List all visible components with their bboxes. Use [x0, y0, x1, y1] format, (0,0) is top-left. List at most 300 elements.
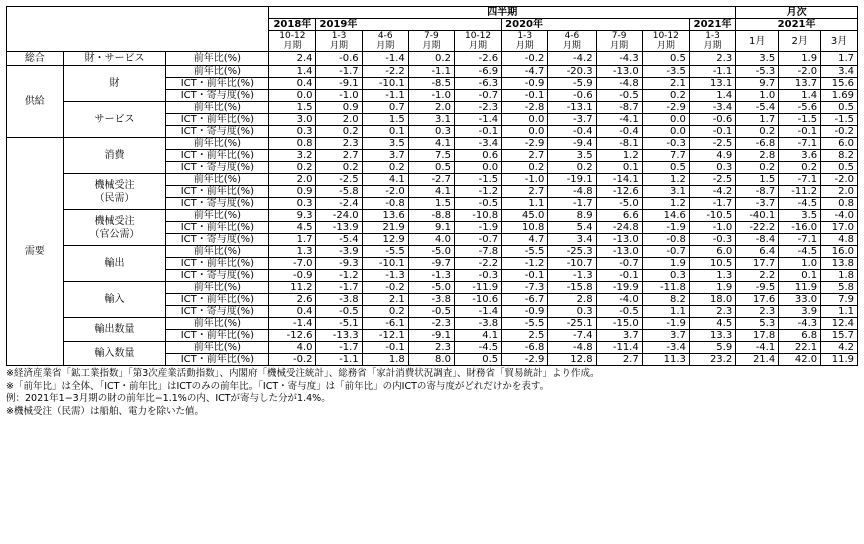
value-cell: -4.5	[779, 246, 821, 258]
value-cell: -22.2	[736, 222, 779, 234]
value-cell: 33.0	[779, 294, 821, 306]
value-cell: 4.5	[269, 222, 316, 234]
value-cell: -13.0	[596, 234, 642, 246]
value-cell: 4.1	[408, 186, 454, 198]
value-cell: 5.8	[821, 282, 858, 294]
value-cell: -0.6	[548, 90, 596, 102]
value-cell: -10.5	[689, 210, 735, 222]
value-cell: -4.1	[596, 114, 642, 126]
month-label: 2月	[779, 31, 821, 52]
value-cell: 3.6	[779, 150, 821, 162]
value-cell: -6.9	[454, 66, 501, 78]
value-cell: 2.7	[502, 186, 548, 198]
value-cell: -9.1	[408, 330, 454, 342]
value-cell: 4.2	[821, 342, 858, 354]
value-cell: 2.4	[269, 52, 316, 66]
value-cell: -2.5	[316, 174, 362, 186]
value-cell: 0.6	[454, 150, 501, 162]
value-cell: -2.5	[689, 174, 735, 186]
subcategory-cell: 輸出数量	[63, 318, 166, 342]
metric-cell: ICT・前年比(%)	[166, 354, 269, 366]
value-cell: -0.7	[596, 258, 642, 270]
footnotes	[6, 368, 858, 418]
table-row	[7, 318, 858, 330]
value-cell: -0.3	[642, 138, 689, 150]
value-cell: 18.0	[689, 294, 735, 306]
value-cell: 23.2	[689, 354, 735, 366]
value-cell: 3.9	[779, 306, 821, 318]
value-cell: -5.8	[316, 186, 362, 198]
value-cell: -1.0	[502, 174, 548, 186]
value-cell: 11.2	[269, 282, 316, 294]
value-cell: -9.5	[736, 282, 779, 294]
value-cell: -5.5	[362, 246, 408, 258]
value-cell: -8.7	[736, 186, 779, 198]
value-cell: 0.7	[362, 102, 408, 114]
value-cell: -2.0	[779, 66, 821, 78]
table-row	[7, 210, 858, 222]
value-cell: 11.3	[642, 354, 689, 366]
metric-cell: ICT・寄与度(%)	[166, 126, 269, 138]
value-cell: -1.2	[316, 270, 362, 282]
value-cell: -5.4	[736, 102, 779, 114]
metric-cell: 前年比(%)	[166, 318, 269, 330]
value-cell: -5.9	[548, 78, 596, 90]
value-cell: -4.2	[689, 186, 735, 198]
value-cell: 4.1	[408, 138, 454, 150]
value-cell: -1.4	[362, 52, 408, 66]
metric-cell: ICT・前年比(%)	[166, 186, 269, 198]
value-cell: 1.8	[362, 354, 408, 366]
value-cell: -0.1	[362, 342, 408, 354]
value-cell: -20.3	[548, 66, 596, 78]
value-cell: -13.0	[596, 66, 642, 78]
quarter-label: 4-6 月期	[548, 31, 596, 52]
value-cell: 17.8	[736, 330, 779, 342]
value-cell: -1.5	[454, 174, 501, 186]
value-cell: -1.3	[408, 270, 454, 282]
value-cell: -3.8	[408, 294, 454, 306]
value-cell: 0.3	[269, 126, 316, 138]
value-cell: 1.7	[736, 114, 779, 126]
subcategory-cell: サービス	[63, 102, 166, 138]
value-cell: -5.0	[596, 198, 642, 210]
value-cell: 3.7	[642, 330, 689, 342]
value-cell: -1.9	[642, 222, 689, 234]
value-cell: -8.7	[596, 102, 642, 114]
value-cell: -4.2	[548, 52, 596, 66]
value-cell: -25.1	[548, 318, 596, 330]
value-cell: -2.9	[502, 354, 548, 366]
value-cell: 1.1	[502, 198, 548, 210]
value-cell: -2.2	[454, 258, 501, 270]
value-cell: 1.2	[642, 198, 689, 210]
value-cell: 4.7	[502, 234, 548, 246]
value-cell: 1.0	[736, 90, 779, 102]
value-cell: -6.8	[502, 342, 548, 354]
value-cell: 21.9	[362, 222, 408, 234]
value-cell: -0.5	[596, 90, 642, 102]
value-cell: 3.1	[642, 186, 689, 198]
category-cell: 供給	[7, 66, 64, 138]
value-cell: 2.3	[736, 306, 779, 318]
value-cell: -1.4	[454, 114, 501, 126]
value-cell: -5.0	[408, 246, 454, 258]
header-blank	[7, 7, 269, 52]
value-cell: 0.0	[269, 90, 316, 102]
value-cell: -2.3	[454, 102, 501, 114]
value-cell: 2.0	[269, 174, 316, 186]
value-cell: 15.7	[821, 330, 858, 342]
value-cell: -1.1	[689, 66, 735, 78]
value-cell: 0.8	[269, 138, 316, 150]
value-cell: 0.3	[269, 198, 316, 210]
category-cell: 総合	[7, 52, 64, 66]
value-cell: 4.1	[362, 174, 408, 186]
value-cell: -3.4	[454, 138, 501, 150]
value-cell: 17.7	[736, 258, 779, 270]
value-cell: -0.1	[502, 270, 548, 282]
value-cell: -7.3	[502, 282, 548, 294]
subcategory-cell: 機械受注 （官公需）	[63, 210, 166, 246]
value-cell: -24.8	[596, 222, 642, 234]
value-cell: 7.5	[408, 150, 454, 162]
value-cell: -14.1	[596, 174, 642, 186]
value-cell: 45.0	[502, 210, 548, 222]
quarter-label: 4-6 月期	[362, 31, 408, 52]
year-2021-quarter: 2021年	[689, 19, 735, 31]
value-cell: 1.3	[689, 270, 735, 282]
value-cell: 0.2	[502, 162, 548, 174]
value-cell: 13.1	[689, 78, 735, 90]
value-cell: -8.5	[408, 78, 454, 90]
metric-cell: ICT・寄与度(%)	[166, 306, 269, 318]
metric-cell: 前年比(%)	[166, 138, 269, 150]
value-cell: -6.8	[736, 138, 779, 150]
value-cell: -3.7	[736, 198, 779, 210]
value-cell: -5.4	[316, 234, 362, 246]
value-cell: 1.1	[821, 306, 858, 318]
value-cell: 1.8	[821, 270, 858, 282]
value-cell: 10.8	[502, 222, 548, 234]
value-cell: -11.9	[454, 282, 501, 294]
metric-cell: ICT・寄与度(%)	[166, 90, 269, 102]
subcategory-cell: 輸入	[63, 282, 166, 318]
value-cell: 7.7	[642, 150, 689, 162]
value-cell: -3.9	[316, 246, 362, 258]
value-cell: 8.2	[642, 294, 689, 306]
metric-cell: ICT・寄与度(%)	[166, 198, 269, 210]
value-cell: 0.5	[408, 162, 454, 174]
value-cell: 6.0	[821, 138, 858, 150]
value-cell: 13.7	[779, 78, 821, 90]
value-cell: -7.1	[779, 138, 821, 150]
metric-cell: 前年比(%)	[166, 246, 269, 258]
value-cell: -1.9	[642, 318, 689, 330]
metric-cell: ICT・寄与度(%)	[166, 234, 269, 246]
metric-cell: 前年比(%)	[166, 210, 269, 222]
value-cell: -10.8	[454, 210, 501, 222]
value-cell: 0.8	[821, 198, 858, 210]
value-cell: 1.4	[689, 90, 735, 102]
metric-cell: ICT・前年比(%)	[166, 114, 269, 126]
value-cell: 3.2	[269, 150, 316, 162]
value-cell: -12.6	[596, 186, 642, 198]
value-cell: -0.8	[642, 234, 689, 246]
value-cell: -0.1	[502, 90, 548, 102]
value-cell: -0.7	[454, 234, 501, 246]
value-cell: 3.5	[362, 138, 408, 150]
value-cell: 0.5	[454, 354, 501, 366]
value-cell: 6.8	[779, 330, 821, 342]
value-cell: -0.3	[689, 234, 735, 246]
value-cell: 4.8	[821, 234, 858, 246]
value-cell: 0.4	[269, 306, 316, 318]
value-cell: -13.1	[548, 102, 596, 114]
value-cell: 9.7	[736, 78, 779, 90]
value-cell: -0.5	[596, 306, 642, 318]
value-cell: 4.5	[689, 318, 735, 330]
quarter-label: 10-12 月期	[269, 31, 316, 52]
value-cell: 1.9	[689, 282, 735, 294]
value-cell: 0.2	[316, 126, 362, 138]
value-cell: 1.1	[642, 306, 689, 318]
value-cell: 12.9	[362, 234, 408, 246]
table-row	[7, 52, 858, 66]
value-cell: 1.4	[779, 90, 821, 102]
year-2019: 2019年	[316, 19, 502, 31]
value-cell: 11.9	[779, 282, 821, 294]
value-cell: -1.7	[316, 342, 362, 354]
stats-table-container	[6, 6, 858, 418]
subcategory-cell: 消費	[63, 138, 166, 174]
value-cell: -1.7	[316, 282, 362, 294]
value-cell: -2.0	[362, 186, 408, 198]
value-cell: 0.3	[642, 270, 689, 282]
value-cell: 12.8	[548, 354, 596, 366]
value-cell: -1.2	[454, 186, 501, 198]
value-cell: -0.3	[454, 270, 501, 282]
value-cell: -4.8	[596, 78, 642, 90]
value-cell: -1.0	[408, 90, 454, 102]
value-cell: -3.8	[454, 318, 501, 330]
value-cell: -1.2	[502, 258, 548, 270]
quarter-label: 7-9 月期	[408, 31, 454, 52]
monthly-header: 月次	[736, 7, 858, 19]
subcategory-cell: 財・サービス	[63, 52, 166, 66]
value-cell: 2.3	[689, 306, 735, 318]
value-cell: 4.9	[689, 150, 735, 162]
value-cell: 0.3	[548, 306, 596, 318]
value-cell: -0.2	[362, 282, 408, 294]
value-cell: 2.0	[316, 114, 362, 126]
value-cell: -0.1	[779, 126, 821, 138]
metric-cell: 前年比(%)	[166, 282, 269, 294]
value-cell: 3.7	[596, 330, 642, 342]
value-cell: -8.1	[596, 138, 642, 150]
value-cell: 9.1	[408, 222, 454, 234]
value-cell: -11.8	[642, 282, 689, 294]
value-cell: 0.2	[269, 162, 316, 174]
value-cell: 14.6	[642, 210, 689, 222]
value-cell: -0.4	[548, 126, 596, 138]
value-cell: 7.9	[821, 294, 858, 306]
value-cell: -0.1	[596, 270, 642, 282]
value-cell: 0.0	[642, 114, 689, 126]
value-cell: -4.0	[596, 294, 642, 306]
value-cell: 6.6	[596, 210, 642, 222]
value-cell: 0.2	[316, 162, 362, 174]
value-cell: 11.9	[821, 354, 858, 366]
value-cell: -4.3	[779, 318, 821, 330]
quarter-label: 10-12 月期	[642, 31, 689, 52]
value-cell: -6.3	[454, 78, 501, 90]
value-cell: 3.4	[821, 66, 858, 78]
month-label: 1月	[736, 31, 779, 52]
ict-statistics-table	[6, 6, 858, 366]
value-cell: -3.5	[642, 66, 689, 78]
value-cell: -5.5	[502, 318, 548, 330]
value-cell: 2.0	[821, 186, 858, 198]
value-cell: -1.1	[316, 354, 362, 366]
value-cell: 16.0	[821, 246, 858, 258]
table-row	[7, 174, 858, 186]
value-cell: -0.7	[642, 246, 689, 258]
quarter-label: 10-12 月期	[454, 31, 501, 52]
value-cell: -3.4	[642, 342, 689, 354]
value-cell: -2.6	[454, 52, 501, 66]
value-cell: 1.4	[269, 66, 316, 78]
category-cell: 需要	[7, 138, 64, 366]
subcategory-cell: 輸入数量	[63, 342, 166, 366]
value-cell: -7.1	[779, 174, 821, 186]
value-cell: -40.1	[736, 210, 779, 222]
value-cell: -4.5	[454, 342, 501, 354]
value-cell: 0.2	[362, 162, 408, 174]
value-cell: -0.1	[454, 126, 501, 138]
value-cell: -1.4	[269, 318, 316, 330]
value-cell: -10.6	[454, 294, 501, 306]
year-2021-month: 2021年	[736, 19, 858, 31]
value-cell: 0.2	[736, 126, 779, 138]
value-cell: 0.9	[316, 102, 362, 114]
value-cell: 0.9	[269, 186, 316, 198]
value-cell: -4.3	[596, 52, 642, 66]
value-cell: 2.1	[642, 78, 689, 90]
value-cell: -13.0	[596, 246, 642, 258]
value-cell: 0.2	[642, 90, 689, 102]
value-cell: 2.8	[736, 150, 779, 162]
value-cell: 22.1	[779, 342, 821, 354]
value-cell: 0.3	[689, 162, 735, 174]
value-cell: 3.4	[548, 234, 596, 246]
value-cell: 8.2	[821, 150, 858, 162]
value-cell: 1.3	[269, 246, 316, 258]
metric-cell: ICT・寄与度(%)	[166, 162, 269, 174]
value-cell: -9.4	[548, 138, 596, 150]
value-cell: -1.0	[316, 90, 362, 102]
value-cell: 0.1	[362, 126, 408, 138]
value-cell: -6.1	[362, 318, 408, 330]
value-cell: -10.1	[362, 78, 408, 90]
value-cell: 0.5	[642, 162, 689, 174]
table-body	[7, 52, 858, 366]
value-cell: 0.2	[362, 306, 408, 318]
table-row	[7, 246, 858, 258]
value-cell: 3.1	[408, 114, 454, 126]
value-cell: -1.7	[316, 66, 362, 78]
value-cell: 0.4	[269, 78, 316, 90]
value-cell: -0.8	[362, 198, 408, 210]
value-cell: 2.7	[502, 150, 548, 162]
value-cell: -1.3	[362, 270, 408, 282]
value-cell: 0.2	[408, 52, 454, 66]
value-cell: -12.6	[269, 330, 316, 342]
value-cell: 17.0	[821, 222, 858, 234]
value-cell: -0.5	[316, 306, 362, 318]
value-cell: 6.4	[736, 246, 779, 258]
value-cell: -2.5	[689, 138, 735, 150]
value-cell: 3.5	[548, 150, 596, 162]
value-cell: -0.2	[821, 126, 858, 138]
table-row	[7, 66, 858, 78]
metric-cell: 前年比(%)	[166, 66, 269, 78]
value-cell: -4.1	[736, 342, 779, 354]
quarter-label: 1-3 月期	[316, 31, 362, 52]
value-cell: 0.5	[642, 52, 689, 66]
value-cell: 0.0	[502, 114, 548, 126]
metric-cell: 前年比(%)	[166, 342, 269, 354]
value-cell: -10.1	[362, 258, 408, 270]
value-cell: 0.0	[502, 126, 548, 138]
subcategory-cell: 機械受注 （民需）	[63, 174, 166, 210]
value-cell: -0.5	[408, 306, 454, 318]
value-cell: 2.1	[362, 294, 408, 306]
metric-cell: 前年比(%)	[166, 174, 269, 186]
subcategory-cell: 輸出	[63, 246, 166, 282]
value-cell: 0.2	[736, 162, 779, 174]
value-cell: 1.69	[821, 90, 858, 102]
value-cell: -9.3	[316, 258, 362, 270]
value-cell: -2.2	[362, 66, 408, 78]
value-cell: 13.6	[362, 210, 408, 222]
table-row	[7, 138, 858, 150]
value-cell: 6.0	[689, 246, 735, 258]
value-cell: 1.2	[642, 174, 689, 186]
value-cell: 2.5	[502, 330, 548, 342]
value-cell: -0.2	[502, 52, 548, 66]
value-cell: 1.9	[779, 52, 821, 66]
value-cell: -1.5	[779, 114, 821, 126]
quarter-label: 1-3 月期	[502, 31, 548, 52]
value-cell: -0.9	[502, 306, 548, 318]
value-cell: -19.1	[548, 174, 596, 186]
value-cell: -0.4	[596, 126, 642, 138]
value-cell: -2.4	[316, 198, 362, 210]
value-cell: 3.7	[362, 150, 408, 162]
year-2018: 2018年	[269, 19, 316, 31]
value-cell: -6.7	[502, 294, 548, 306]
value-cell: -4.7	[502, 66, 548, 78]
value-cell: 3.5	[779, 210, 821, 222]
value-cell: -7.4	[548, 330, 596, 342]
value-cell: 4.1	[454, 330, 501, 342]
value-cell: 13.3	[689, 330, 735, 342]
value-cell: 3.0	[269, 114, 316, 126]
value-cell: 8.0	[408, 354, 454, 366]
value-cell: -4.5	[779, 198, 821, 210]
metric-cell: 前年比(%)	[166, 52, 269, 66]
